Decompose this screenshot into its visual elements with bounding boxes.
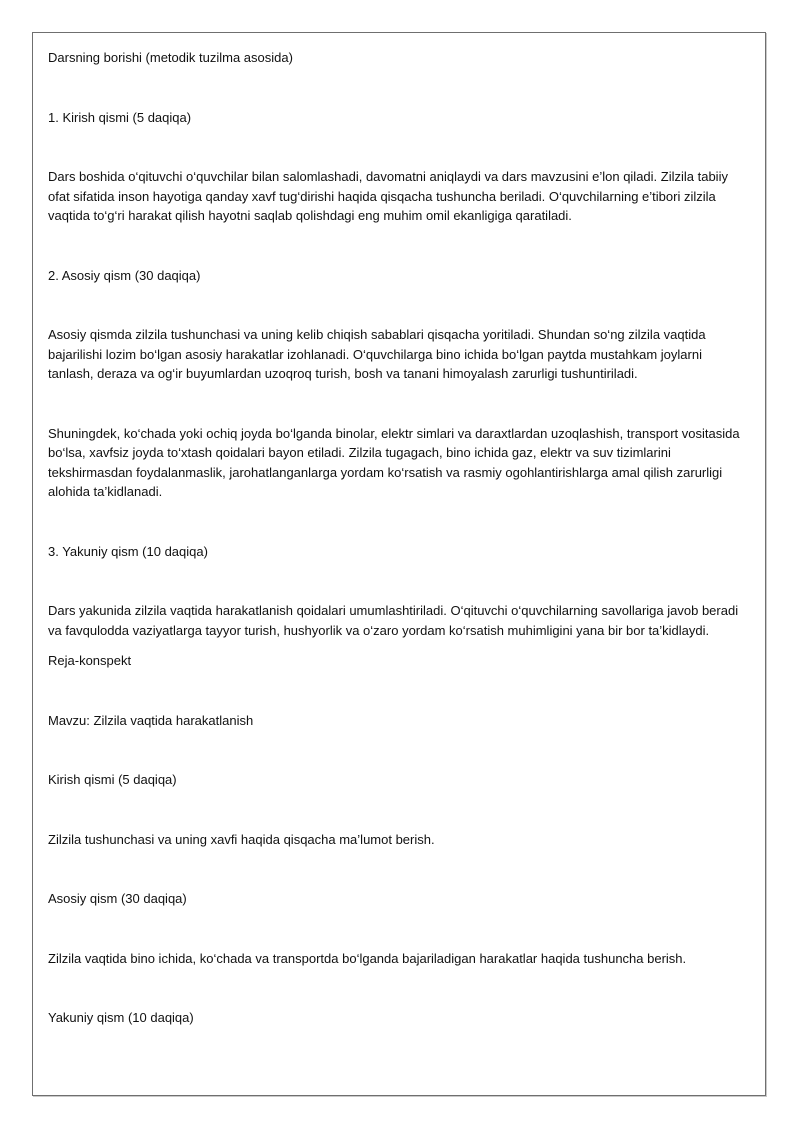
plan-topic: Mavzu: Zilzila vaqtida harakatlanish: [48, 712, 254, 728]
section-final-heading: 3. Yakuniy qism (10 daqiqa): [48, 543, 208, 559]
plan-intro-heading: Kirish qismi (5 daqiqa): [48, 772, 177, 787]
plan-final-heading: Yakuniy qism (10 daqiqa): [48, 1010, 194, 1025]
document-content: [48, 48, 750, 1028]
section-main-paragraph-1: Asosiy qismda zilzila tushunchasi va uning kelib chiqish sabablari qisqacha yoritiladi. Shundan so‘ng zilzila vaqtida bajarilishi lozim bo‘lgan asosiy harakatlar izohlanadi. O‘quvchilarga bino ichida bo‘lgan paytda mustahkam joylarni tanlash, deraza va og‘ir buyumlardan uzoqroq turish, bosh va tanani himoyalash zarurligi tushuntiriladi.: [48, 327, 706, 381]
section-main-heading: 2. Asosiy qism (30 daqiqa): [48, 267, 201, 283]
section-final-paragraph: Dars yakunida zilzila vaqtida harakatlanish qoidalari umumlashtiriladi. O‘qituvchi o‘quvchilarning savollariga javob beradi va favqulodda vaziyatlarga tayyor turish, hushyorlik va o‘zaro yordam ko‘rsatish muhimligini yana bir bor ta’kidlaydi.: [48, 603, 739, 638]
section-main-paragraph-2: Shuningdek, ko‘chada yoki ochiq joyda bo‘lganda binolar, elektr simlari va daraxtlardan uzoqlashish, transport vositasida bo‘lsa, xavfsiz joyda to‘xtash qoidalari bayon etiladi. Zilzila tugagach, bino ichida gaz, elektr va suv tizimlarini tekshirmasdan foydalanmaslik, jarohatlanganlarga yordam ko‘rsatish va rasmiy ogohlantirishlarga amal qilish zarurligi alohida ta’kidlanadi.: [48, 425, 740, 499]
document-title: Darsning borishi (metodik tuzilma asosida): [48, 50, 293, 65]
plan-title: Reja-konspekt: [48, 653, 132, 668]
section-intro-heading: 1. Kirish qismi (5 daqiqa): [48, 109, 192, 125]
plan-main-heading: Asosiy qism (30 daqiqa): [48, 891, 187, 906]
plan-main-text: Zilzila vaqtida bino ichida, ko‘chada va transportda bo‘lganda bajariladigan harakatlar haqida tushuncha berish.: [48, 950, 687, 966]
section-intro-paragraph: Dars boshida o‘qituvchi o‘quvchilar bilan salomlashadi, davomatni aniqlaydi va dars mavzusini e’lon qiladi. Zilzila tabiiy ofat sifatida inson hayotiga qanday xavf tug‘dirishi haqida qisqacha tushuncha beriladi. O‘quvchilarning e’tibori zilzila vaqtida to‘g‘ri harakat qilish hayotni saqlab qolishdagi eng muhim omil ekanligiga qaratiladi.: [48, 169, 728, 223]
plan-intro-text: Zilzila tushunchasi va uning xavfi haqida qisqacha ma’lumot berish.: [48, 831, 435, 847]
